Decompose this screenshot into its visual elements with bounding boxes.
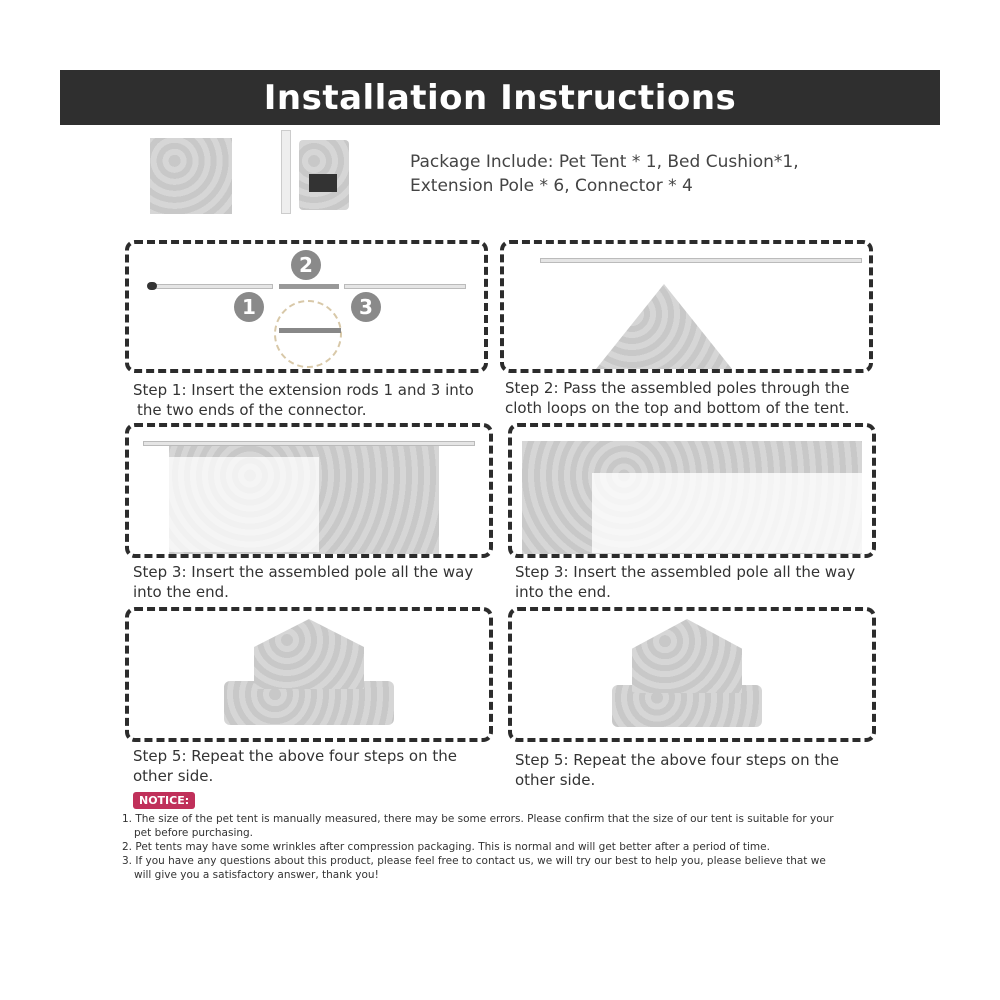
package-line-1: Package Include: Pet Tent * 1, Bed Cushion*1,: [410, 152, 799, 172]
step5-right-line-1: Step 5: Repeat the above four steps on the: [515, 751, 840, 769]
step3-left-line-1: Step 3: Insert the assembled pole all the way: [133, 563, 474, 581]
notice-item-1: 1. The size of the pet tent is manually measured, there may be some errors. Please confirm that the size of our tent is suitable for your: [122, 813, 834, 825]
step5-panel-left: [125, 607, 493, 742]
step5-left-line-1: Step 5: Repeat the above four steps on the: [133, 747, 458, 765]
step3-panel-right: [508, 423, 876, 558]
step3-panel-left: [125, 423, 493, 558]
tent-package-image: [275, 130, 355, 215]
notice-item-2: 2. Pet tents may have some wrinkles after compression packaging. This is normal and will get better after a period of time.: [122, 841, 770, 853]
number-3-badge: 3: [351, 292, 381, 322]
step3-right-line-1: Step 3: Insert the assembled pole all the way: [515, 563, 856, 581]
mesh-curtain: [169, 457, 319, 552]
pole: [143, 441, 475, 446]
notice-item-3-cont: will give you a satisfactory answer, thank you!: [134, 869, 379, 881]
rod-3: [344, 284, 466, 289]
step2-line-1: Step 2: Pass the assembled poles through the: [505, 379, 850, 397]
step1-caption: [133, 380, 474, 420]
step2-panel: [500, 240, 873, 373]
page-title: Installation Instructions: [263, 77, 737, 118]
rod-tip: [147, 282, 157, 290]
step5-caption-left: [133, 746, 457, 786]
step5-caption-right: [515, 750, 839, 790]
step3-caption-right: [515, 562, 855, 602]
connector-zoom-bar: [279, 328, 341, 333]
tent-image: [224, 619, 394, 729]
tent-image: [612, 619, 762, 731]
step1-panel: [125, 240, 488, 373]
step5-panel-right: [508, 607, 876, 742]
number-1-badge: 1: [234, 292, 264, 322]
notice-list: [122, 812, 882, 882]
step1-line-2: the two ends of the connector.: [137, 401, 367, 419]
step1-line-1: Step 1: Insert the extension rods 1 and 3 into: [133, 381, 474, 399]
rod-1: [151, 284, 273, 289]
number-2-badge: 2: [291, 250, 321, 280]
package-line-2: Extension Pole * 6, Connector * 4: [410, 176, 693, 196]
step2-line-2: cloth loops on the top and bottom of the tent.: [505, 399, 850, 417]
connector: [279, 284, 339, 289]
step5-left-line-2: other side.: [133, 767, 214, 785]
mesh-curtain: [592, 473, 862, 553]
notice-item-3: 3. If you have any questions about this product, please feel free to contact us, we will try our best to help you, please believe that we: [122, 855, 826, 867]
tent-peak-image: [584, 284, 744, 373]
step3-right-line-2: into the end.: [515, 583, 611, 601]
package-include: [410, 150, 799, 198]
cushion-image: [150, 138, 232, 214]
connector-zoom: [274, 300, 342, 368]
notice-item-1-cont: pet before purchasing.: [134, 827, 254, 839]
step2-caption: [505, 378, 850, 418]
step5-right-line-2: other side.: [515, 771, 596, 789]
notice-badge: NOTICE:: [133, 792, 195, 809]
title-banner: [60, 70, 940, 125]
step3-caption-left: [133, 562, 473, 602]
pole: [540, 258, 862, 263]
step3-left-line-2: into the end.: [133, 583, 229, 601]
